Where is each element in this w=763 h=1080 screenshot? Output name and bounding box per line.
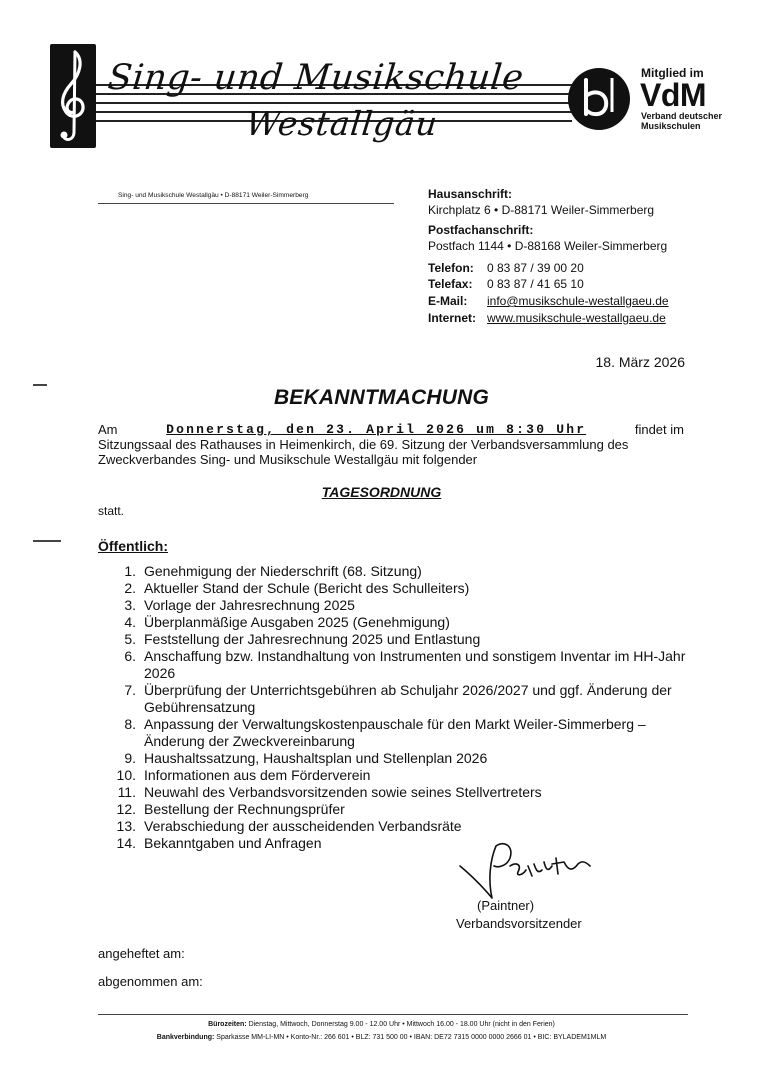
street-address-heading: Hausanschrift: <box>428 187 513 201</box>
agenda-item-text: Bestellung der Rechnungsprüfer <box>144 801 345 817</box>
agenda-item-text: Bekanntgaben und Anfragen <box>144 835 322 851</box>
agenda-item-number: 1. <box>124 563 136 579</box>
sender-address-line: Sing- und Musikschule Westallgäu • D-88171 Weiler-Simmerberg <box>118 192 309 199</box>
agenda-item-text: Anschaffung bzw. Instandhaltung von Instrumenten und sonstigem Inventar im HH-Jahr 2026 <box>144 648 686 681</box>
statt-text: statt. <box>98 504 125 518</box>
vdm-member-label: Mitglied im <box>641 66 704 80</box>
agenda-item-text: Verabschiedung der ausscheidenden Verbandsräte <box>144 818 462 834</box>
agenda-item <box>112 614 692 631</box>
agenda-item-text: Haushaltssatzung, Haushaltsplan und Stellenplan 2026 <box>144 750 488 766</box>
agenda-item <box>112 767 692 784</box>
website-link[interactable]: www.musikschule-westallgaeu.de <box>487 311 666 325</box>
phone-number: 0 83 87 / 39 00 20 <box>487 261 584 275</box>
agenda-item-number: 10. <box>116 767 136 783</box>
agenda-item-text: Vorlage der Jahresrechnung 2025 <box>144 597 355 613</box>
agenda-item-text: Überprüfung der Unterrichtsgebühren ab Schuljahr 2026/2027 und ggf. Änderung der Gebührensatzung <box>144 682 672 715</box>
street-address: Kirchplatz 6 • D-88171 Weiler-Simmerberg <box>428 203 655 217</box>
treble-clef-icon <box>50 44 96 148</box>
agenda-title: TAGESORDNUNG <box>321 484 442 500</box>
school-name-line2: Westallgäu <box>243 104 440 143</box>
signer-name: (Paintner) <box>477 898 535 913</box>
agenda-item <box>112 818 692 835</box>
postal-address-heading: Postfachanschrift: <box>428 223 534 237</box>
office-hours-text: Dienstag, Mittwoch, Donnerstag 9.00 - 12.00 Uhr • Mittwoch 16.00 - 18.00 Uhr (nicht in den Ferien) <box>248 1021 555 1028</box>
agenda-item-number: 11. <box>117 784 136 800</box>
agenda-item-number: 5. <box>124 631 136 647</box>
agenda-item <box>112 648 692 682</box>
agenda-item <box>112 597 692 614</box>
sender-divider <box>98 203 394 204</box>
email-label: E-Mail: <box>428 294 468 308</box>
phone-label: Telefon: <box>428 261 474 275</box>
agenda-item <box>112 631 692 648</box>
vdm-disc-icon <box>566 66 632 132</box>
intro-findet: findet im <box>634 422 684 437</box>
agenda-item <box>112 835 692 852</box>
agenda-item <box>112 750 692 767</box>
punch-mark <box>33 540 61 542</box>
agenda-item-number: 4. <box>124 614 136 630</box>
agenda-item <box>112 682 692 716</box>
agenda-item-number: 7. <box>124 682 136 698</box>
bank-text: Sparkasse MM-LI-MN • Konto-Nr.: 266 601 • BLZ: 731 500 00 • IBAN: DE72 7315 0000 0000 2666 01 • BIC: BYLADEM1MLM <box>216 1034 607 1041</box>
agenda-item-number: 2. <box>124 580 136 596</box>
posted-label: angeheftet am: <box>98 946 185 961</box>
email-link[interactable]: info@musikschule-westallgaeu.de <box>487 294 669 308</box>
removed-label: abgenommen am: <box>98 974 203 989</box>
agenda-item-text: Überplanmäßige Ausgaben 2025 (Genehmigung) <box>144 614 450 630</box>
fax-number: 0 83 87 / 41 65 10 <box>487 277 584 291</box>
agenda-item-text: Anpassung der Verwaltungskostenpauschale für den Markt Weiler-Simmerberg – Änderung der Zweckvereinbarung <box>144 716 646 749</box>
document-date: 18. März 2026 <box>595 354 685 370</box>
footer-divider <box>98 1014 688 1015</box>
agenda-item-text: Aktueller Stand der Schule (Bericht des Schulleiters) <box>144 580 470 596</box>
vdm-full-name: Verband deutscher Musikschulen <box>641 111 723 131</box>
intro-line-3: Zweckverbandes Sing- und Musikschule Westallgäu mit folgender <box>98 452 478 467</box>
agenda-item-number: 6. <box>124 648 136 664</box>
fax-label: Telefax: <box>428 277 473 291</box>
agenda-list <box>112 563 692 852</box>
agenda-item <box>112 580 692 597</box>
agenda-item <box>112 784 692 801</box>
intro-line-1 <box>98 422 684 437</box>
agenda-item-text: Feststellung der Jahresrechnung 2025 und Entlastung <box>144 631 481 647</box>
intro-am: Am <box>98 422 118 437</box>
intro-line-2: Sitzungssaal des Rathauses in Heimenkirch, die 69. Sitzung der Verbandsversammlung des <box>98 437 629 452</box>
document-title: BEKANNTMACHUNG <box>273 386 490 409</box>
agenda-item-number: 9. <box>124 750 136 766</box>
agenda-item-number: 13. <box>116 818 136 834</box>
office-hours <box>0 1021 763 1028</box>
vdm-logo <box>566 66 632 132</box>
signer-role: Verbandsvorsitzender <box>456 916 582 931</box>
agenda-item <box>112 716 692 750</box>
treble-clef-logo <box>50 44 96 148</box>
intro-paragraph <box>98 422 684 467</box>
meeting-date: Donnerstag, den 23. April 2026 um 8:30 Uhr <box>166 422 587 437</box>
bank-label: Bankverbindung: <box>156 1034 215 1041</box>
agenda-item-text: Neuwahl des Verbandsvorsitzenden sowie seines Stellvertreters <box>144 784 542 800</box>
agenda-item-text: Genehmigung der Niederschrift (68. Sitzung) <box>144 563 422 579</box>
agenda-item <box>112 563 692 580</box>
school-name-line1: Sing- und Musikschule <box>105 58 526 98</box>
agenda-item-number: 12. <box>116 801 136 817</box>
public-section-title: Öffentlich: <box>98 538 168 554</box>
bank-details <box>0 1034 763 1041</box>
vdm-abbreviation: VdM <box>640 77 707 113</box>
agenda-item <box>112 801 692 818</box>
agenda-item-number: 14. <box>116 835 136 851</box>
agenda-item-number: 3. <box>124 597 136 613</box>
web-label: Internet: <box>428 311 476 325</box>
office-hours-label: Bürozeiten: <box>208 1021 247 1028</box>
agenda-item-text: Informationen aus dem Förderverein <box>144 767 371 783</box>
postal-address: Postfach 1144 • D-88168 Weiler-Simmerberg <box>428 239 668 253</box>
agenda-item-number: 8. <box>124 716 136 732</box>
